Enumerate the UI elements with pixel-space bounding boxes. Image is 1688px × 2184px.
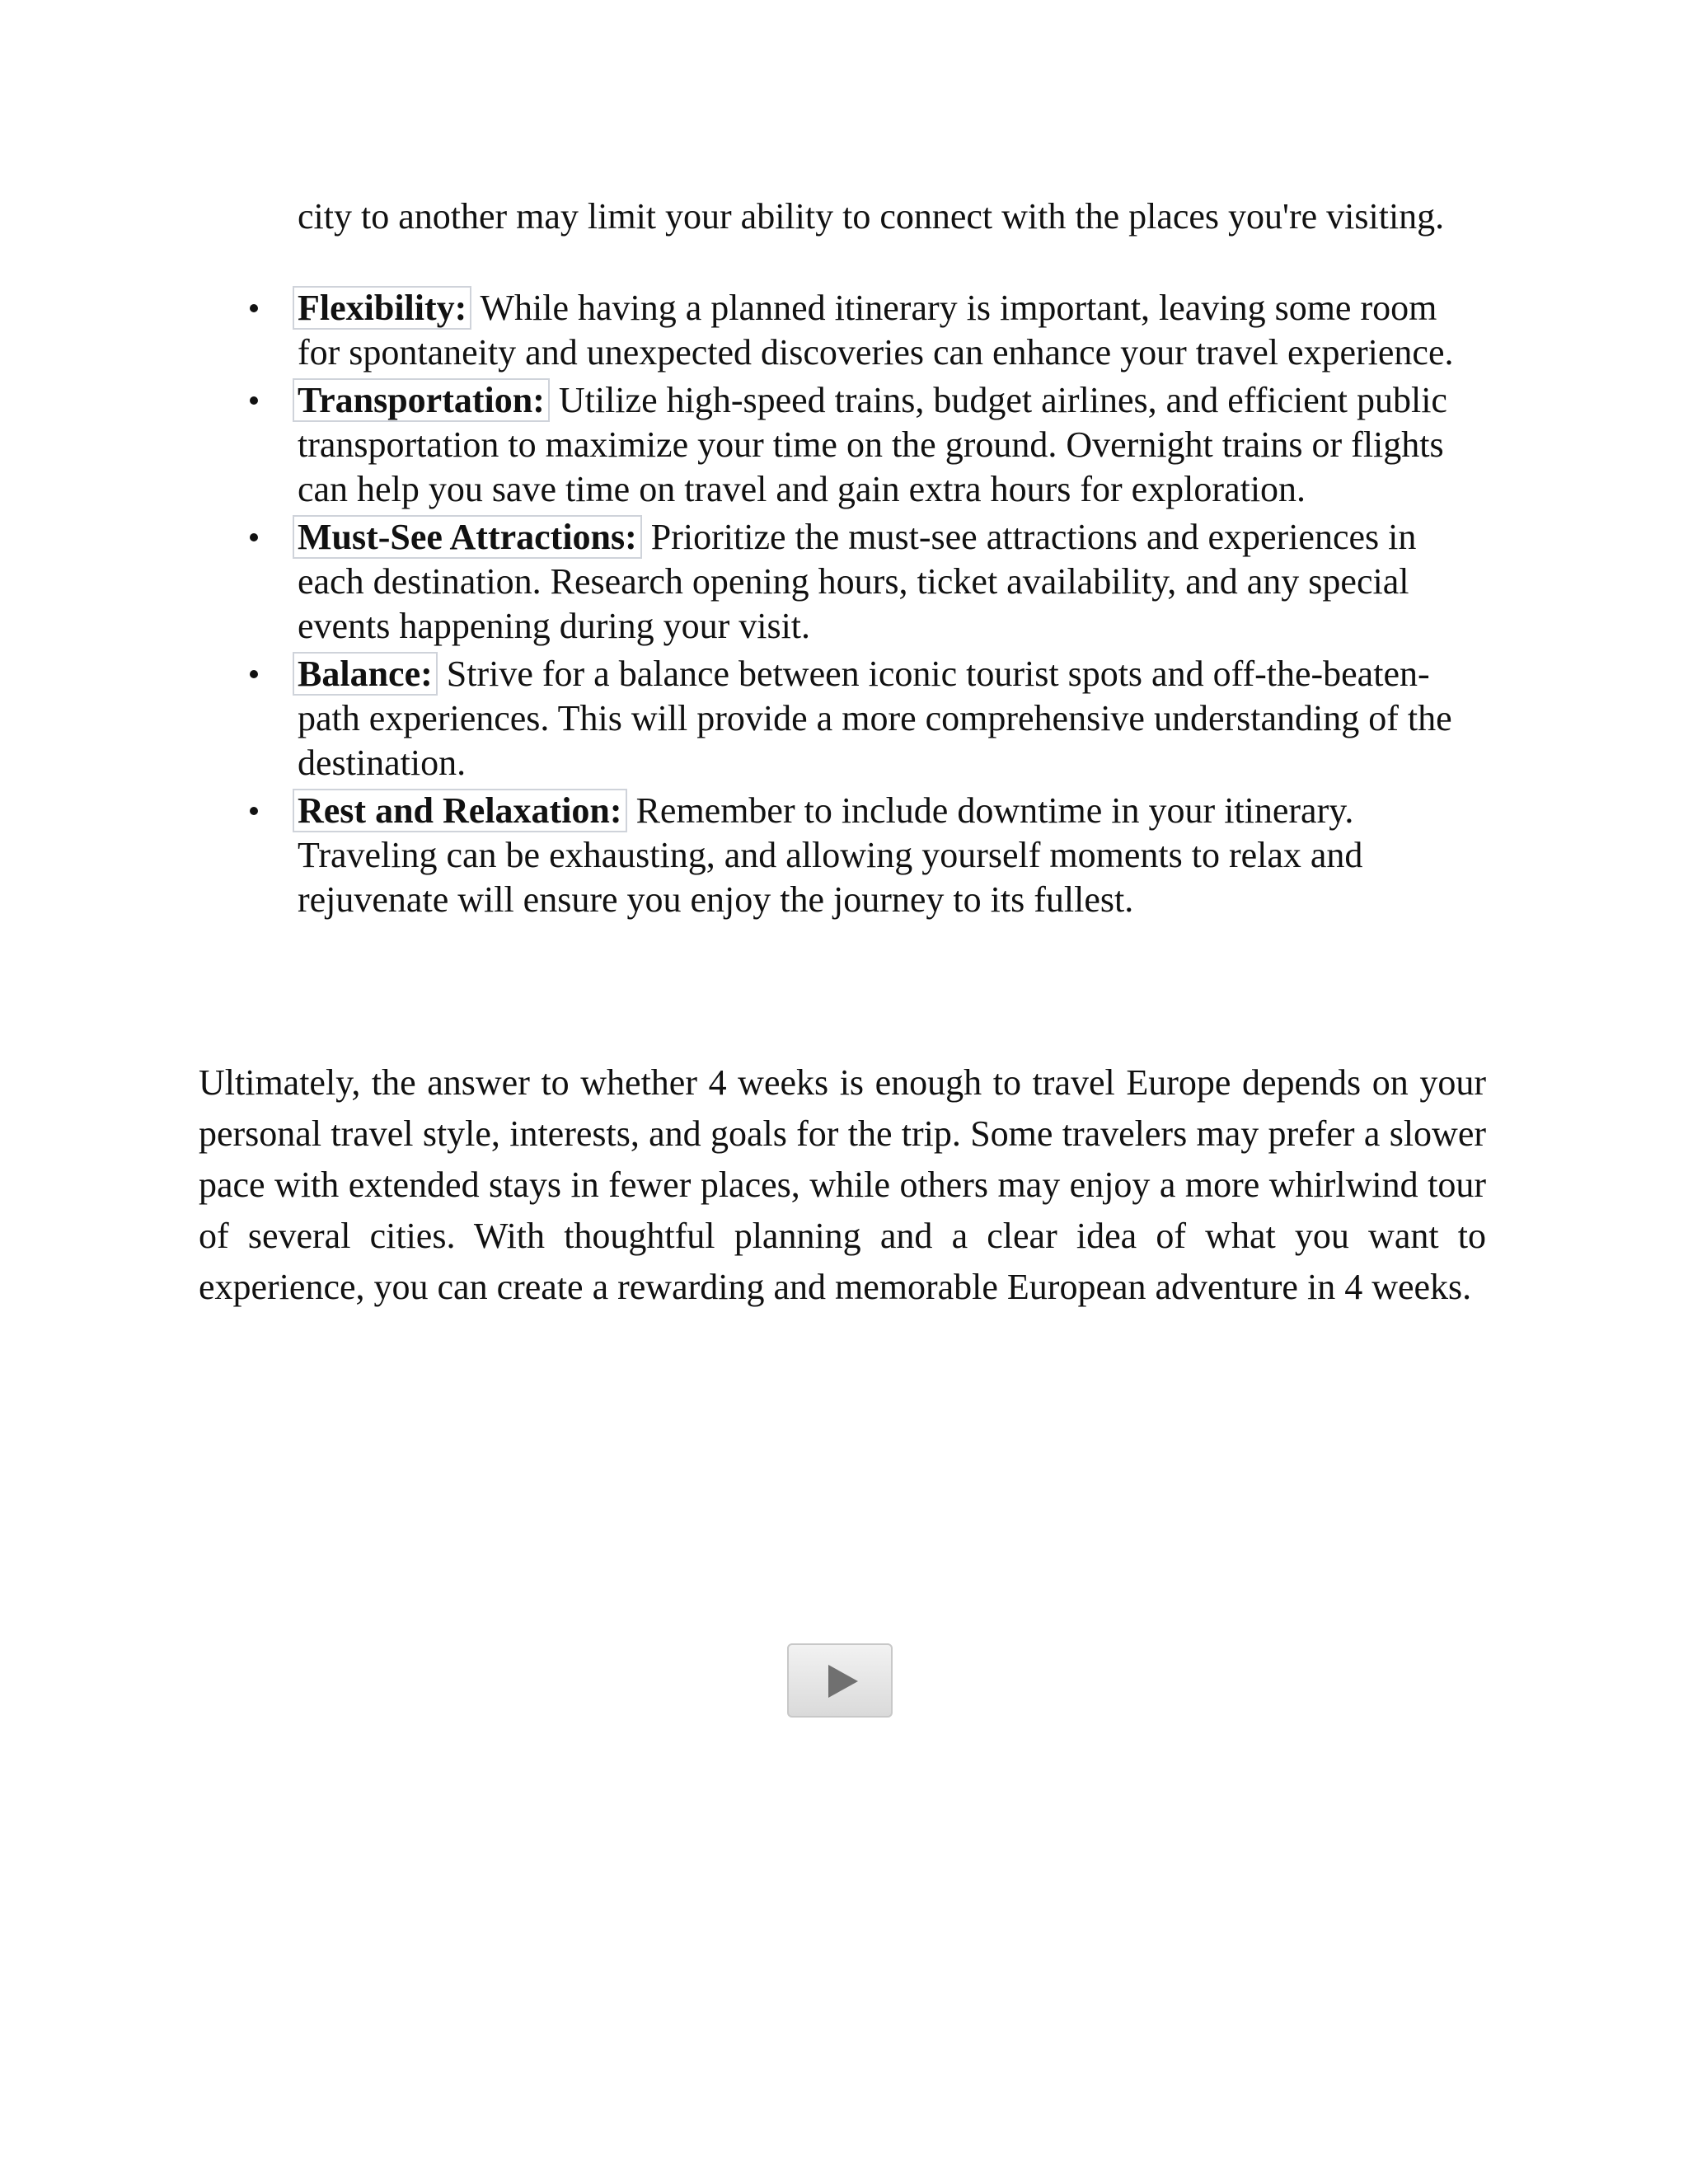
bullet-icon (250, 396, 258, 405)
bullet-icon (250, 533, 258, 541)
bullet-text: Prioritize the must-see attractions and experiences in each destination. Research opening hours, ticket availability, and any special events happening during your visit. (298, 517, 1417, 646)
list-item (298, 378, 1484, 512)
bullet-icon (250, 304, 258, 312)
play-icon (828, 1665, 858, 1698)
tips-list (298, 286, 1484, 926)
bullet-text: Utilize high-speed trains, budget airlines, and efficient public transportation to maximize your time on the ground. Overnight trains or flights can help you save time on travel and gain extra hours for exploration. (298, 380, 1447, 509)
list-item (298, 286, 1484, 375)
bullet-term[interactable]: Balance: (293, 652, 438, 696)
list-item (298, 515, 1484, 649)
bullet-icon (250, 670, 258, 678)
continuation-text: city to another may limit your ability to connect with the places you're visiting. (298, 196, 1445, 237)
bullet-icon (250, 807, 258, 815)
bullet-text: While having a planned itinerary is important, leaving some room for spontaneity and unexpected discoveries can enhance your travel experience. (298, 288, 1454, 373)
play-button[interactable] (787, 1643, 893, 1718)
bullet-term[interactable]: Transportation: (293, 378, 550, 422)
list-item (298, 789, 1484, 922)
bullet-term[interactable]: Flexibility: (293, 286, 471, 330)
list-item (298, 652, 1484, 785)
bullet-term[interactable]: Must-See Attractions: (293, 515, 642, 559)
bullet-term[interactable]: Rest and Relaxation: (293, 789, 627, 832)
bullet-text: Strive for a balance between iconic tourist spots and off-the-beaten-path experiences. This will provide a more comprehensive understanding of the destination. (298, 654, 1452, 783)
summary-paragraph: Ultimately, the answer to whether 4 weeks is enough to travel Europe depends on your personal travel style, interests, and goals for the trip. Some travelers may prefer a slower pace with extended stays in fewer places, while others may enjoy a more whirlwind tour of several cities. With thoughtful planning and a clear idea of what you want to experience, you can create a rewarding and memorable European adventure in 4 weeks. (199, 1062, 1486, 1307)
bullet-text: Remember to include downtime in your itinerary. Traveling can be exhausting, and allowing yourself moments to relax and rejuvenate will ensure you enjoy the journey to its fullest. (298, 790, 1363, 920)
